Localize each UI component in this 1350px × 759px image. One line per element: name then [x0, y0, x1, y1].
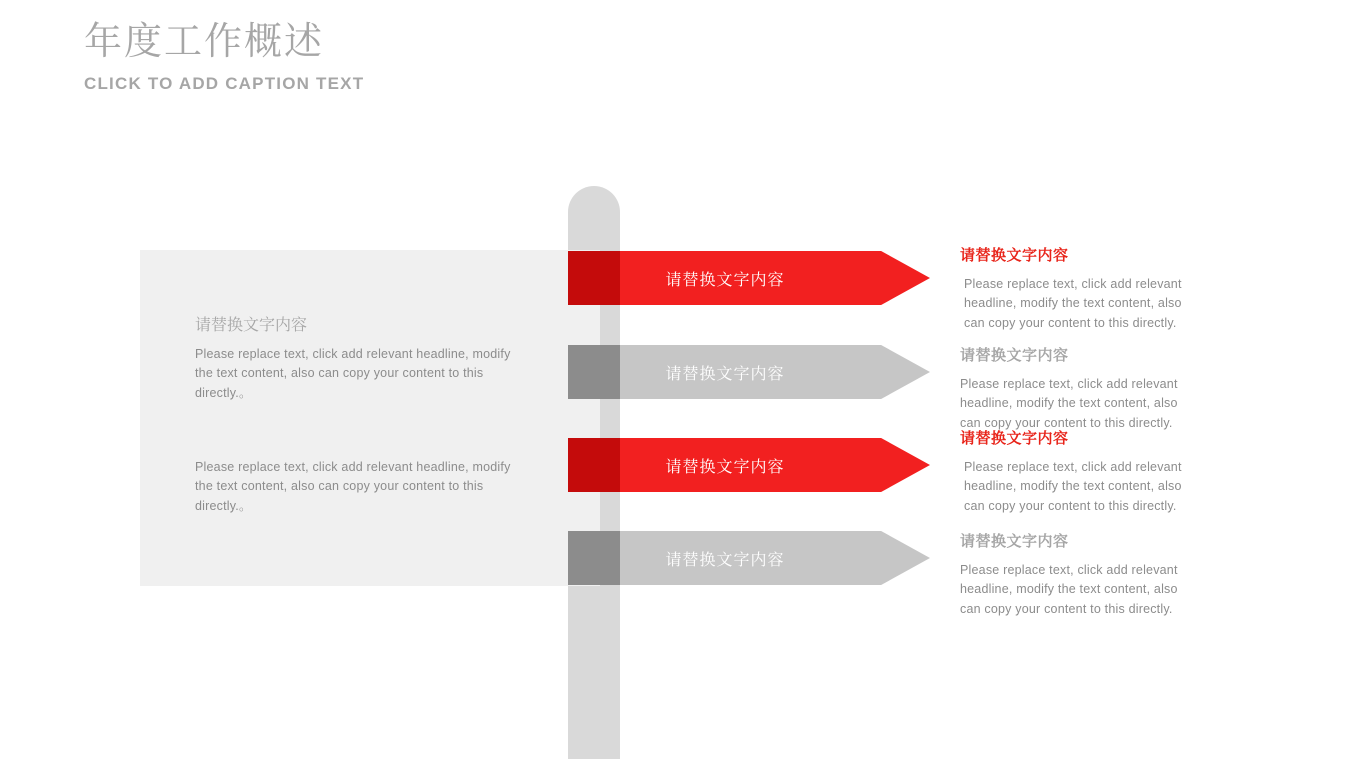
- arrow-banner-2[interactable]: [568, 345, 930, 399]
- left-block-heading: 请替换文字内容: [195, 317, 308, 334]
- arrow-banner-4[interactable]: [568, 531, 930, 585]
- left-block-body: Please replace text, click add relevant headline, modify the text content, also can copy your content to this directly.。: [195, 347, 511, 400]
- arrow-banner-label: 请替换文字内容: [665, 551, 785, 569]
- right-block-heading: 请替换文字内容: [960, 430, 1069, 447]
- left-text-block: [195, 312, 525, 403]
- slide-header: [84, 20, 364, 94]
- arrow-banner-label: 请替换文字内容: [665, 365, 785, 383]
- right-block-body: Please replace text, click add relevant headline, modify the text content, also can copy your content to this directly.: [964, 277, 1182, 330]
- arrow-banner-label: 请替换文字内容: [665, 271, 785, 289]
- right-block-heading: 请替换文字内容: [960, 533, 1069, 550]
- right-block-body: Please replace text, click add relevant headline, modify the text content, also can copy your content to this directly.: [964, 460, 1182, 513]
- right-text-block-3: [960, 427, 1200, 516]
- left-text-block: [195, 458, 525, 516]
- right-block-heading: 请替换文字内容: [960, 247, 1069, 264]
- page-title: 年度工作概述: [84, 21, 325, 63]
- right-block-body: Please replace text, click add relevant headline, modify the text content, also can copy your content to this directly.: [960, 563, 1178, 616]
- page-caption: CLICK TO ADD CAPTION TEXT: [84, 73, 365, 93]
- left-block-body: Please replace text, click add relevant headline, modify the text content, also can copy your content to this directly.。: [195, 460, 511, 513]
- right-block-body: Please replace text, click add relevant headline, modify the text content, also can copy your content to this directly.: [960, 377, 1178, 430]
- arrow-banner-label: 请替换文字内容: [665, 458, 785, 476]
- arrow-banner-3[interactable]: [568, 438, 930, 492]
- right-text-block-1: [960, 244, 1200, 333]
- right-text-block-2: [960, 344, 1200, 433]
- arrow-banner-1[interactable]: [568, 251, 930, 305]
- right-block-heading: 请替换文字内容: [960, 347, 1069, 364]
- left-panel: [140, 250, 600, 586]
- right-text-block-4: [960, 530, 1200, 619]
